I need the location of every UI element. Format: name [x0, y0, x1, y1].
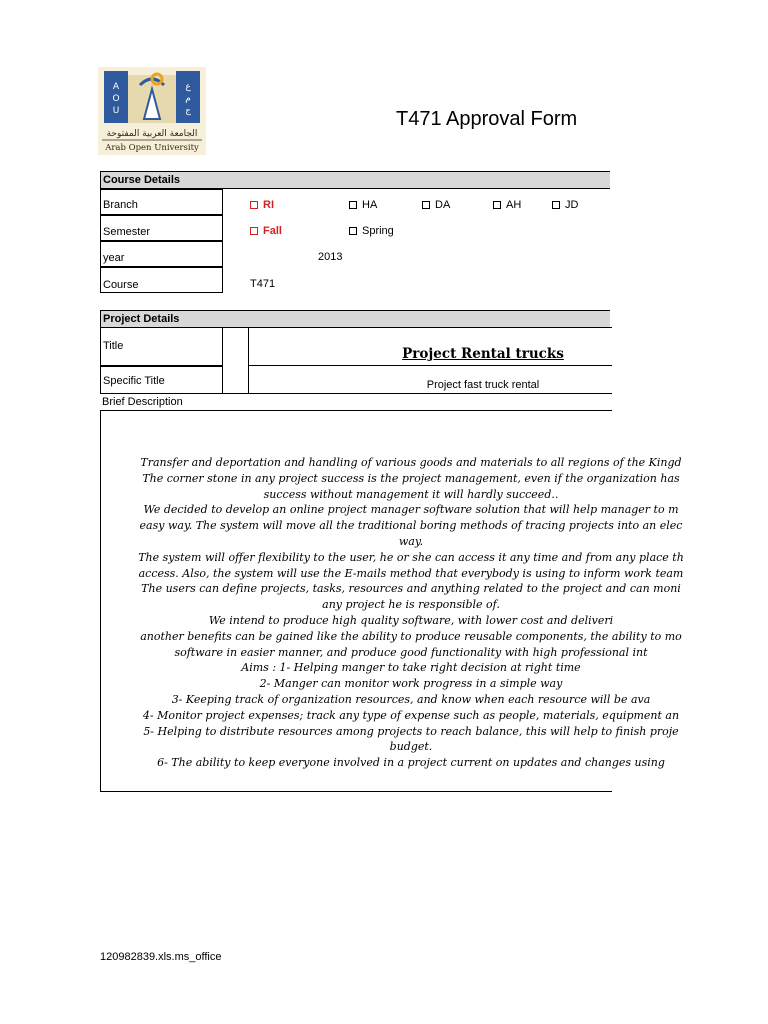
description-line: 5- Helping to distribute resources among projects to reach balance, this will help to finish proje: [143, 724, 679, 738]
semester-label: Semester: [100, 215, 223, 241]
description-line: The corner stone in any project success is the project management, even if the organization has: [142, 471, 680, 485]
svg-text:O: O: [112, 94, 120, 104]
description-line: We intend to produce high quality software, with lower cost and deliveri: [208, 613, 614, 627]
svg-text:A: A: [112, 82, 120, 92]
branch-option-ah[interactable]: AH: [493, 199, 521, 211]
spacer-cell: [222, 327, 249, 394]
checkbox-icon: [250, 201, 258, 209]
brief-description-text: [101, 455, 721, 771]
branch-option-da[interactable]: DA: [422, 199, 450, 211]
course-label: Course: [100, 267, 223, 293]
year-label: year: [100, 241, 223, 267]
svg-text:الجامعة العربية المفتوحة: الجامعة العربية المفتوحة: [106, 129, 198, 139]
description-line: easy way. The system will move all the traditional boring methods of tracing projects into an elec: [139, 519, 683, 533]
description-line: budget.: [389, 740, 433, 754]
checkbox-icon: [349, 201, 357, 209]
semester-option-fall[interactable]: Fall: [250, 225, 282, 237]
project-details-header: Project Details: [100, 310, 610, 328]
logo-emblem: [98, 67, 206, 155]
checkbox-icon: [349, 227, 357, 235]
checkbox-icon: [422, 201, 430, 209]
description-line: success without management it will hardly succeed..: [263, 487, 559, 501]
description-line: software in easier manner, and produce good functionality with high professional int: [174, 645, 648, 659]
checkbox-icon: [250, 227, 258, 235]
course-details-header: Course Details: [100, 171, 610, 189]
description-line: The system will offer flexibility to the user, he or she can access it any time and from any place th: [138, 550, 684, 564]
svg-text:U: U: [112, 106, 120, 116]
description-line: any project he is responsible of.: [322, 598, 500, 612]
branch-label: Branch: [100, 189, 223, 215]
form-title: T471 Approval Form: [396, 108, 578, 130]
checkbox-icon: [493, 201, 501, 209]
arab-open-university-logo: [98, 67, 206, 155]
branch-option-jd[interactable]: JD: [552, 199, 578, 211]
description-line: 3- Keeping track of organization resources, and know when each resource will be ava: [171, 692, 651, 706]
brief-description-label: Brief Description: [102, 396, 183, 408]
brief-description-box: [100, 410, 684, 792]
description-line: 6- The ability to keep everyone involved in a project current on updates and changes using: [157, 756, 665, 770]
footer-filename: 120982839.xls.ms_office: [100, 951, 222, 963]
checkbox-icon: [552, 201, 560, 209]
description-line: Transfer and deportation and handling of various goods and materials to all regions of the Kingd: [140, 456, 682, 469]
description-line: way.: [398, 534, 424, 548]
description-line: The users can define projects, tasks, resources and anything related to the project and can moni: [141, 582, 681, 596]
description-line: another benefits can be gained like the ability to produce reusable components, the ability to mo: [140, 629, 682, 643]
semester-option-spring[interactable]: Spring: [349, 225, 394, 237]
svg-text:ج: ج: [185, 106, 191, 116]
title-label: Title: [100, 327, 223, 366]
specific-title-label: Specific Title: [100, 366, 223, 394]
svg-text:ع: ع: [185, 82, 191, 92]
description-line: 2- Manger can monitor work progress in a simple way: [259, 677, 563, 691]
description-line: access. Also, the system will use the E-mails method that everybody is using to inform work team: [138, 566, 684, 580]
year-value: 2013: [318, 251, 343, 263]
project-specific-title-value: Project fast truck rental: [426, 379, 540, 391]
svg-text:Arab Open University: Arab Open University: [105, 143, 199, 153]
svg-text:م: م: [185, 94, 191, 104]
description-line: We decided to develop an online project manager software solution that will help manager to m: [143, 503, 679, 517]
description-line: 4- Monitor project expenses; track any type of expense such as people, materials, equipment an: [142, 708, 680, 722]
branch-option-ha[interactable]: HA: [349, 199, 377, 211]
branch-option-ri[interactable]: RI: [250, 199, 274, 211]
project-title-value: Project Rental trucks: [402, 346, 564, 362]
description-line: Aims : 1- Helping manger to take right decision at right time: [241, 661, 581, 675]
course-value: T471: [250, 278, 276, 290]
